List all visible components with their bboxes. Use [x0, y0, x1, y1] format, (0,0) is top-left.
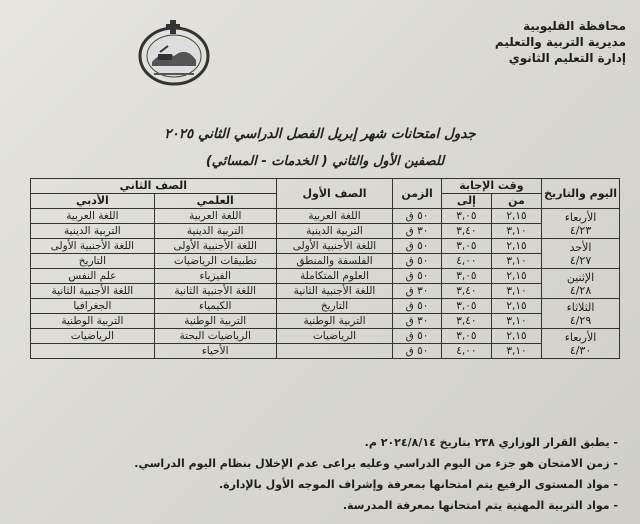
to-time-cell: ٣,٤٠ — [441, 314, 491, 329]
to-time-cell: ٣,٠٥ — [441, 329, 491, 344]
grade2-scientific-subject-cell: اللغة الأجنبية الثانية — [154, 284, 276, 299]
header-grade2: الصف الثاني — [31, 179, 277, 194]
to-time-cell: ٣,٤٠ — [441, 284, 491, 299]
note-item: - مواد التربية المهنية يتم امتحانها بمعرفة المدرسة. — [58, 495, 618, 516]
grade1-subject-cell: العلوم المتكاملة — [276, 269, 393, 284]
duration-cell: ٥٠ ق — [393, 269, 442, 284]
duration-cell: ٣٠ ق — [393, 284, 442, 299]
table-row — [31, 284, 620, 299]
grade1-subject-cell — [276, 344, 393, 359]
governorate-logo-icon — [136, 16, 212, 88]
header-literary: الأدبي — [31, 194, 155, 209]
grade1-subject-cell: التربية الدينية — [276, 224, 393, 239]
grade2-literary-subject-cell: الجغرافيا — [31, 299, 155, 314]
duration-cell: ٥٠ ق — [393, 239, 442, 254]
grade1-subject-cell: التاريخ — [276, 299, 393, 314]
to-time-cell: ٣,٠٥ — [441, 269, 491, 284]
to-time-cell: ٣,٠٥ — [441, 299, 491, 314]
day-date: ٤/٣٠ — [569, 343, 592, 357]
page-subtitle: للصفين الأول والثاني ( الخدمات - المسائي) — [205, 154, 445, 169]
duration-cell: ٥٠ ق — [393, 254, 442, 269]
table-row — [31, 209, 620, 224]
table-row — [31, 299, 620, 314]
exam-schedule-table — [30, 178, 620, 359]
from-time-cell: ٢,١٥ — [491, 299, 541, 314]
governorate-name: محافظة القليوبية — [523, 19, 626, 33]
grade2-literary-subject-cell: التربية الدينية — [31, 224, 155, 239]
from-time-cell: ٣,١٠ — [491, 284, 541, 299]
from-time-cell: ٢,١٥ — [491, 239, 541, 254]
grade1-subject-cell: الفلسفة والمنطق — [276, 254, 393, 269]
grade2-literary-subject-cell: علم النفس — [31, 269, 155, 284]
table-row — [31, 224, 620, 239]
grade2-scientific-subject-cell: تطبيقات الرياضيات — [154, 254, 276, 269]
department-name: إدارة التعليم الثانوي — [508, 51, 626, 65]
grade2-literary-subject-cell: التاريخ — [31, 254, 155, 269]
grade1-subject-cell: اللغة العربية — [276, 209, 393, 224]
duration-cell: ٥٠ ق — [393, 344, 442, 359]
day-name: الأربعاء — [564, 330, 597, 344]
note-item: - يطبق القرار الوزاري ٢٣٨ بتاريخ ٢٠٢٤/٨/١٤ م. — [58, 432, 618, 453]
from-time-cell: ٢,١٥ — [491, 269, 541, 284]
grade1-subject-cell: التربية الوطنية — [276, 314, 393, 329]
grade2-literary-subject-cell — [31, 344, 155, 359]
grade1-subject-cell: اللغة الأجنبية الثانية — [276, 284, 393, 299]
grade2-literary-subject-cell: الرياضيات — [31, 329, 155, 344]
from-time-cell: ٣,١٠ — [491, 314, 541, 329]
notes-list — [58, 432, 618, 516]
header-day-date: اليوم والتاريخ — [542, 179, 620, 209]
day-name: الأربعاء — [564, 210, 597, 224]
header-grade1: الصف الأول — [276, 179, 393, 209]
day-name: الإثنين — [566, 270, 595, 284]
day-date-cell — [542, 209, 620, 239]
header-duration: الزمن — [393, 179, 442, 209]
day-date-cell — [542, 299, 620, 329]
duration-cell: ٣٠ ق — [393, 314, 442, 329]
from-time-cell: ٣,١٠ — [491, 224, 541, 239]
grade2-scientific-subject-cell: الأحياء — [154, 344, 276, 359]
table-row — [31, 329, 620, 344]
table-header-row — [31, 179, 620, 194]
directorate-name: مديرية التربية والتعليم — [494, 35, 626, 49]
grade2-scientific-subject-cell: اللغة العربية — [154, 209, 276, 224]
table-row — [31, 239, 620, 254]
to-time-cell: ٤,٠٠ — [441, 254, 491, 269]
note-item: - زمن الامتحان هو جزء من اليوم الدراسي وعليه يراعى عدم الإخلال بنظام اليوم الدراسي. — [58, 453, 618, 474]
grade2-literary-subject-cell: التربية الوطنية — [31, 314, 155, 329]
day-date: ٤/٢٩ — [569, 313, 592, 327]
header-from: من — [491, 194, 541, 209]
to-time-cell: ٣,٠٥ — [441, 209, 491, 224]
from-time-cell: ٢,١٥ — [491, 329, 541, 344]
day-name: الثلاثاء — [566, 300, 595, 314]
from-time-cell: ٣,١٠ — [491, 254, 541, 269]
grade2-scientific-subject-cell: التربية الوطنية — [154, 314, 276, 329]
duration-cell: ٥٠ ق — [393, 299, 442, 314]
table-row — [31, 314, 620, 329]
grade2-literary-subject-cell: اللغة الأجنبية الثانية — [31, 284, 155, 299]
to-time-cell: ٣,٠٥ — [441, 239, 491, 254]
duration-cell: ٣٠ ق — [393, 224, 442, 239]
grade2-literary-subject-cell: اللغة العربية — [31, 209, 155, 224]
header-scientific: العلمي — [154, 194, 276, 209]
grade2-scientific-subject-cell: اللغة الأجنبية الأولى — [154, 239, 276, 254]
table-row — [31, 269, 620, 284]
grade2-scientific-subject-cell: الفيزياء — [154, 269, 276, 284]
day-date-cell — [542, 269, 620, 299]
grade2-scientific-subject-cell: التربية الدينية — [154, 224, 276, 239]
from-time-cell: ٢,١٥ — [491, 209, 541, 224]
duration-cell: ٥٠ ق — [393, 329, 442, 344]
header-to: إلى — [441, 194, 491, 209]
duration-cell: ٥٠ ق — [393, 209, 442, 224]
day-date: ٤/٢٨ — [569, 283, 592, 297]
note-item: - مواد المستوى الرفيع يتم امتحانها بمعرفة وإشراف الموجه الأول بالإدارة. — [58, 474, 618, 495]
grade1-subject-cell: اللغة الأجنبية الأولى — [276, 239, 393, 254]
header-answer-time: وقت الإجابة — [441, 179, 541, 194]
day-date-cell — [542, 239, 620, 269]
letterhead — [461, 18, 626, 66]
day-date-cell — [542, 329, 620, 359]
day-date: ٤/٢٣ — [569, 223, 592, 237]
grade1-subject-cell: الرياضيات — [276, 329, 393, 344]
table-body — [31, 209, 620, 359]
grade2-literary-subject-cell: اللغة الأجنبية الأولى — [31, 239, 155, 254]
day-date: ٤/٢٧ — [569, 253, 592, 267]
table-row — [31, 254, 620, 269]
to-time-cell: ٣,٤٠ — [441, 224, 491, 239]
page-title: جدول امتحانات شهر إبريل الفصل الدراسي الثاني ٢٠٢٥ — [164, 126, 476, 142]
grade2-scientific-subject-cell: الرياضيات البحتة — [154, 329, 276, 344]
table-row — [31, 344, 620, 359]
to-time-cell: ٤,٠٠ — [441, 344, 491, 359]
day-name: الأحد — [569, 240, 592, 254]
grade2-scientific-subject-cell: الكيمياء — [154, 299, 276, 314]
from-time-cell: ٣,١٠ — [491, 344, 541, 359]
